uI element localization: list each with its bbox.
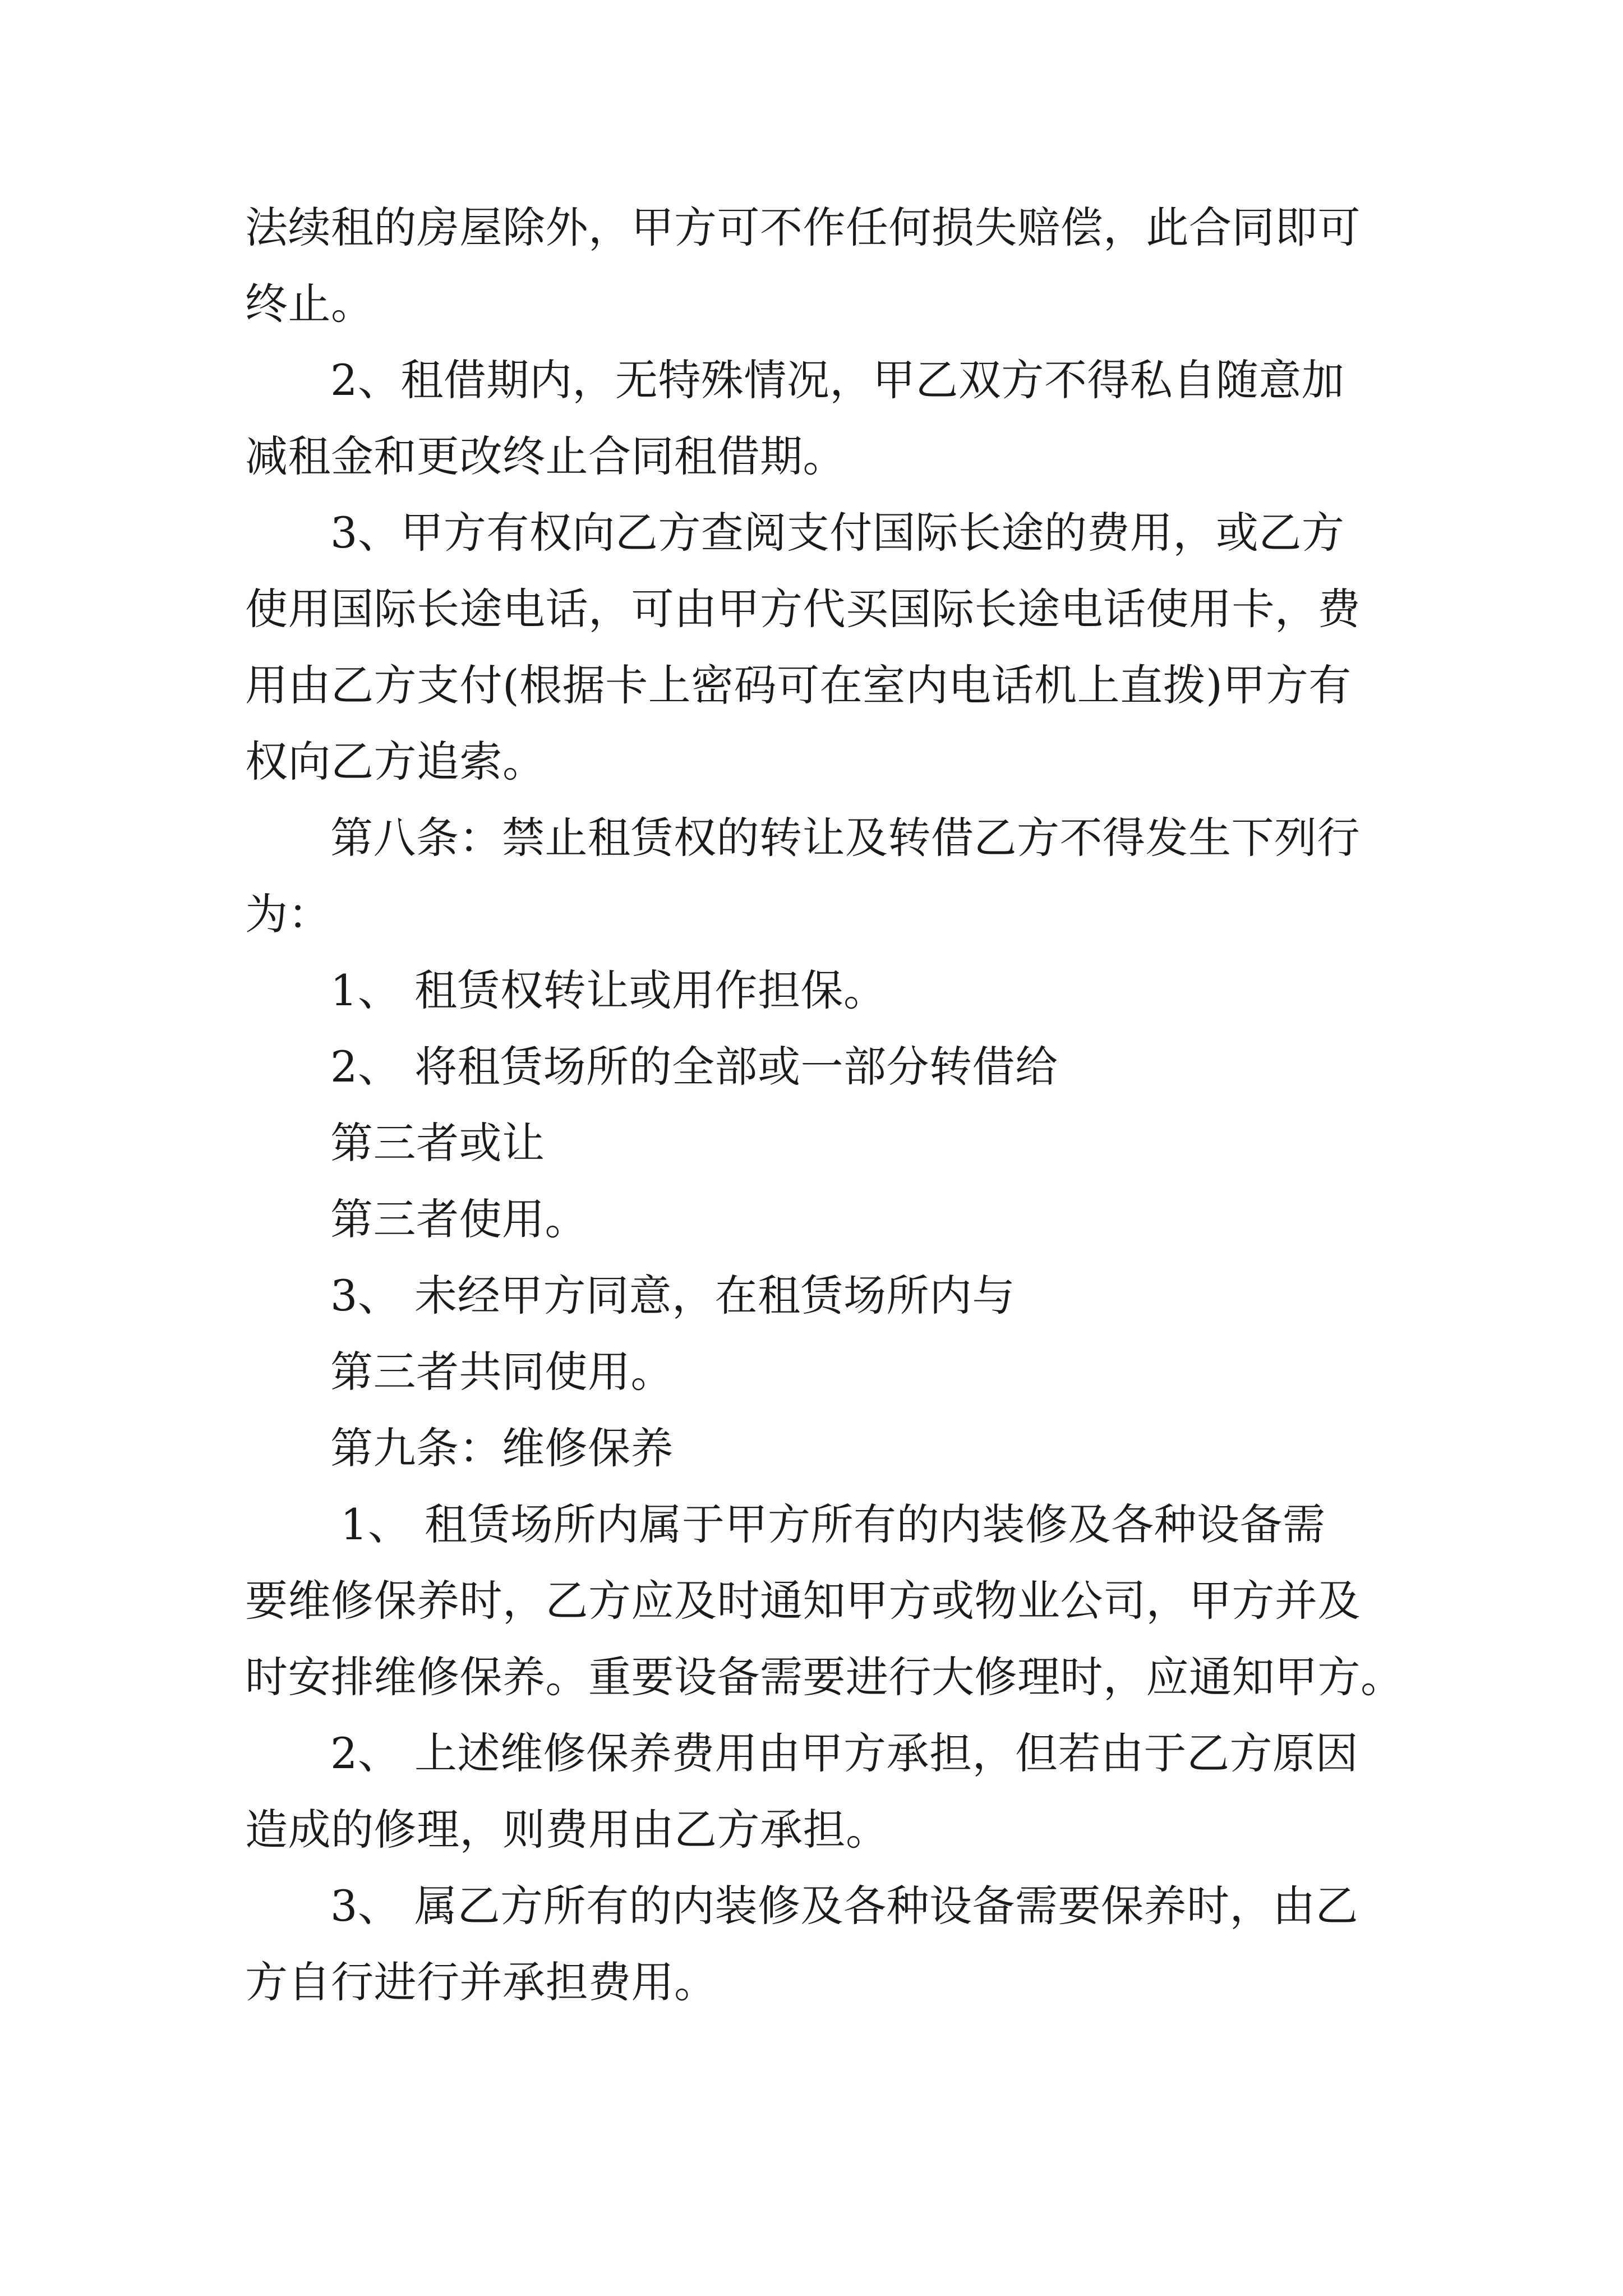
text-line: 1、 租赁场所内属于甲方所有的内装修及各种设备需	[340, 1499, 1326, 1549]
text-line: 2、租借期内，无特殊情况，甲乙双方不得私自随意加	[330, 355, 1345, 405]
text-line: 2、 将租赁场所的全部或一部分转借给	[330, 1042, 1058, 1092]
text-line: 造成的修理，则费用由乙方承担。	[245, 1805, 889, 1855]
text-line: 为：	[245, 889, 331, 939]
text-line: 方自行进行并承担费用。	[245, 1957, 717, 2007]
text-line: 终止。	[245, 279, 374, 329]
text-line: 用由乙方支付(根据卡上密码可在室内电话机上直拨)甲方有	[245, 660, 1352, 710]
text-line: 第三者共同使用。	[330, 1347, 674, 1397]
text-line: 3、 未经甲方同意，在租赁场所内与	[330, 1271, 1016, 1320]
text-line: 第八条：禁止租赁权的转让及转借乙方不得发生下列行	[330, 813, 1360, 863]
text-line: 使用国际长途电话，可由甲方代买国际长途电话使用卡，费	[245, 584, 1361, 634]
text-line: 法续租的房屋除外，甲方可不作任何损失赔偿，此合同即可	[245, 203, 1361, 252]
text-line: 时安排维修保养。重要设备需要进行大修理时，应通知甲方。	[245, 1652, 1404, 1702]
text-line: 3、甲方有权向乙方查阅支付国际长途的费用，或乙方	[330, 508, 1345, 558]
text-line: 3、 属乙方所有的内装修及各种设备需要保养时，由乙	[330, 1881, 1359, 1931]
text-line: 第九条：维修保养	[330, 1423, 674, 1473]
text-line: 减租金和更改终止合同租借期。	[245, 431, 846, 481]
document-body	[245, 190, 1404, 2021]
text-line: 权向乙方追索。	[245, 737, 546, 786]
text-line: 第三者使用。	[330, 1194, 588, 1244]
text-line: 第三者或让	[330, 1118, 545, 1168]
text-line: 要维修保养时，乙方应及时通知甲方或物业公司，甲方并及	[245, 1576, 1361, 1626]
text-line: 2、 上述维修保养费用由甲方承担，但若由于乙方原因	[330, 1728, 1359, 1778]
text-line: 1、 租赁权转让或用作担保。	[330, 965, 887, 1015]
